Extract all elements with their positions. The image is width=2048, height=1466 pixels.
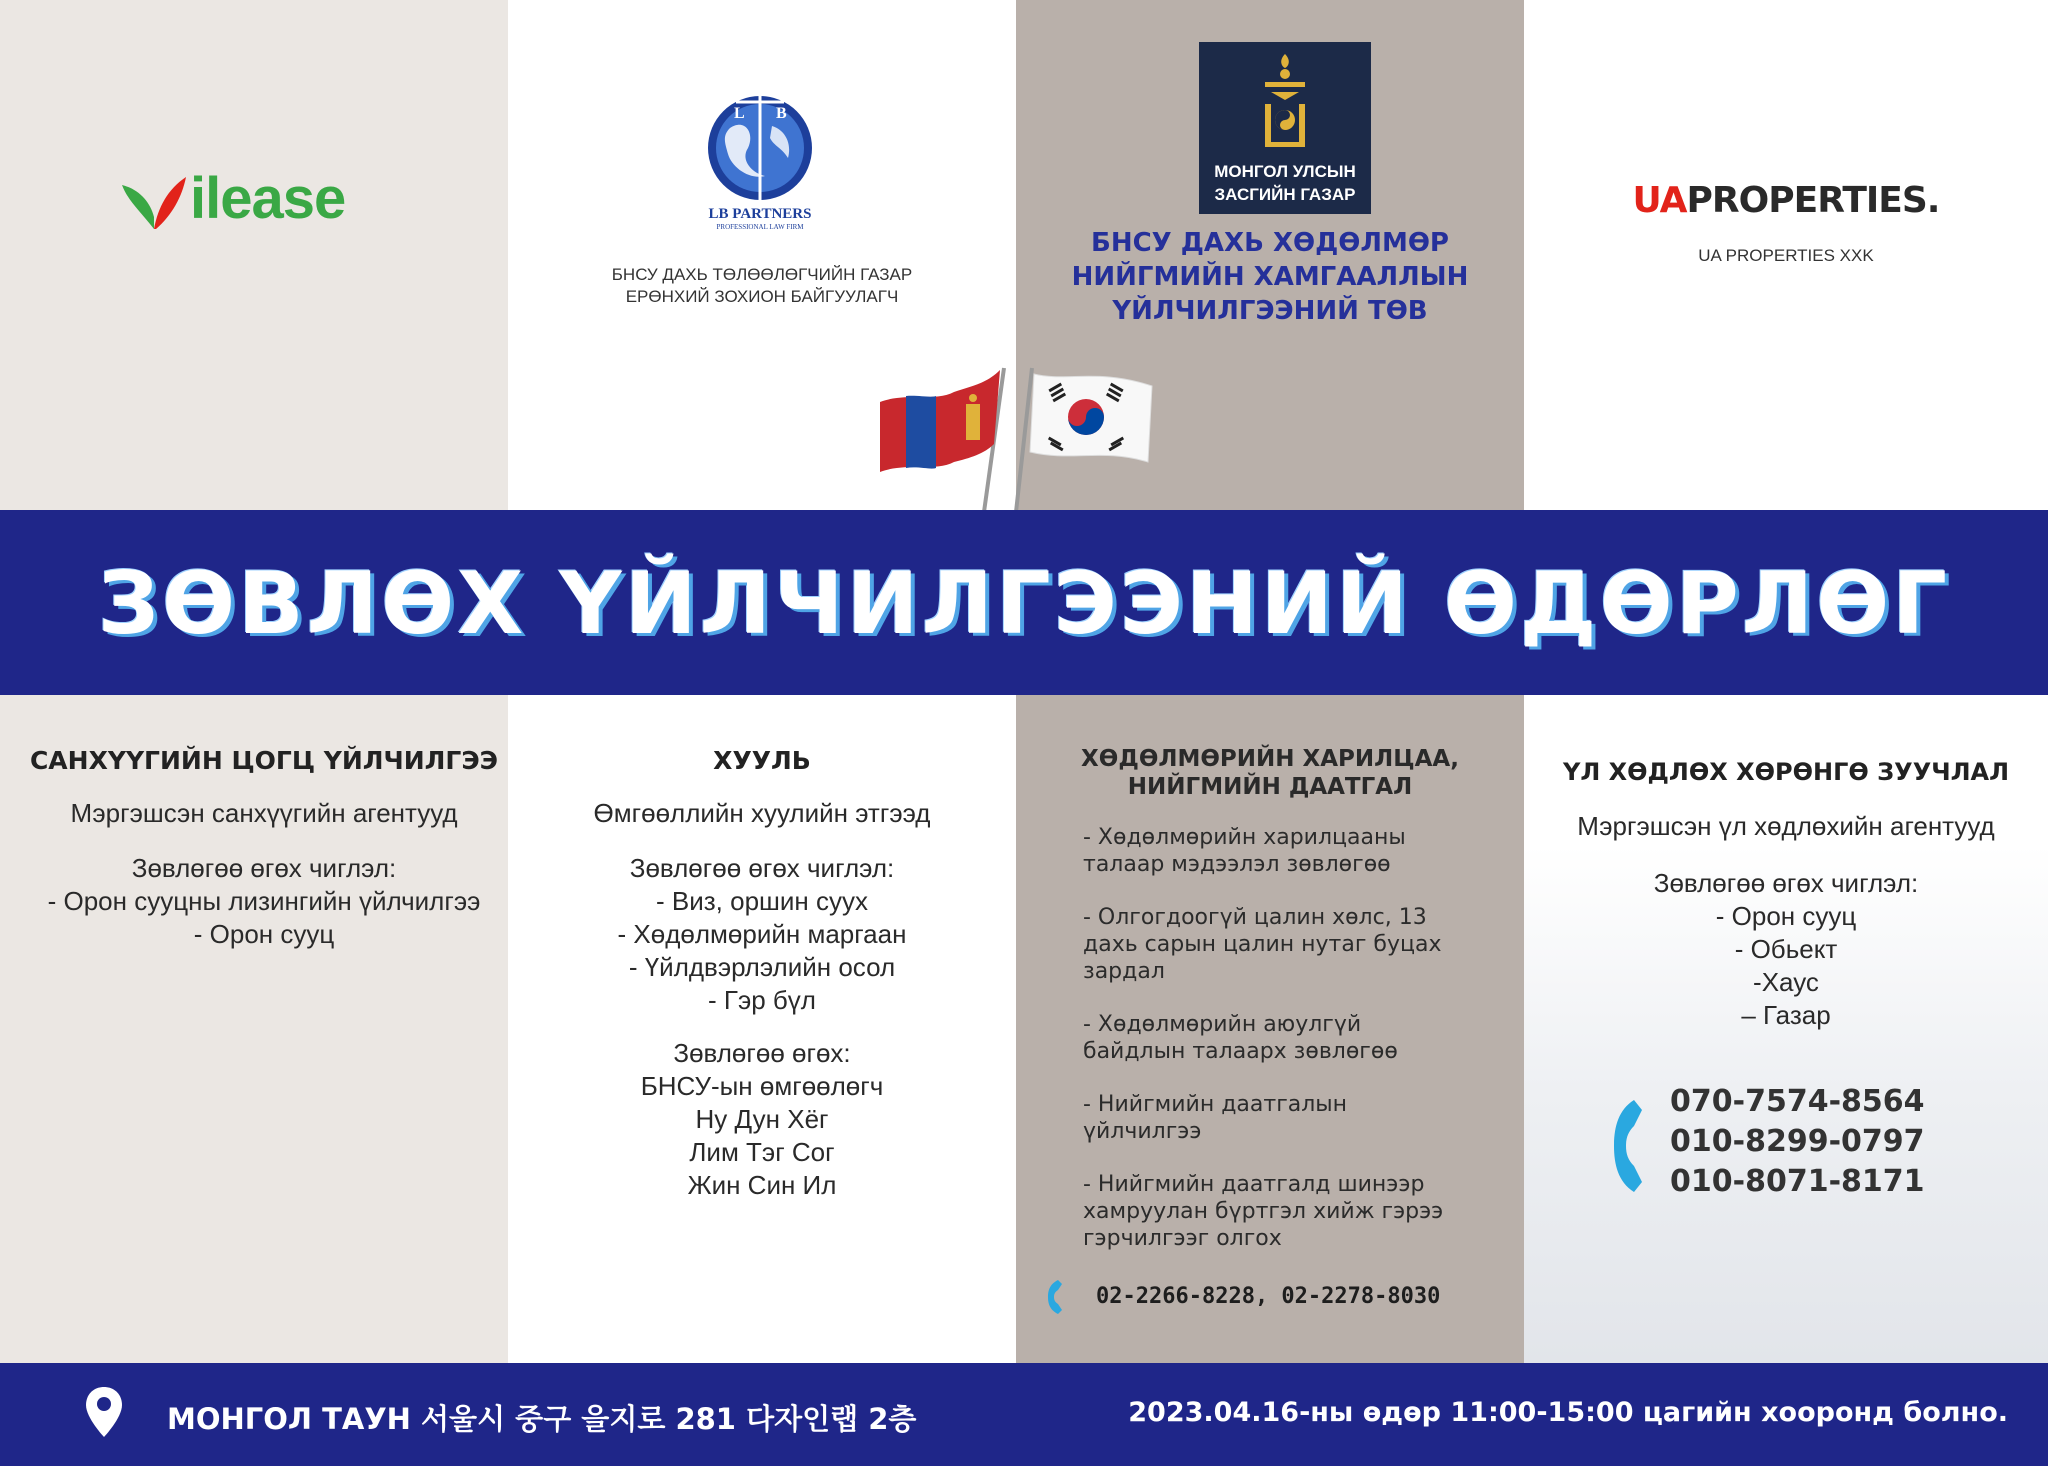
- korea-flag-icon: [1030, 374, 1152, 462]
- lb-caption-line-1: БНСУ ДАХЬ ТӨЛӨӨЛӨГЧИЙН ГАЗАР: [611, 265, 913, 284]
- list-item-line: хамруулан бүртгэл хийж гэрээ: [1083, 1199, 1444, 1224]
- ua-mark: UA: [1632, 180, 1687, 221]
- realestate-heading: ҮЛ ХӨДЛӨХ ХӨРӨНГӨ ЗУУЧЛАЛ: [1562, 758, 2010, 786]
- labor-phone-row: [1046, 1278, 1516, 1318]
- list-item: Лим Тэг Сог: [689, 1137, 835, 1167]
- realestate-areas: [1524, 900, 2048, 1032]
- labor-phone: 02-2266-8228, 02-2278-8030: [1096, 1284, 1441, 1309]
- list-item: [1083, 1171, 1503, 1252]
- phone-icon: [1610, 1096, 1644, 1196]
- list-item: Жин Син Ил: [687, 1170, 837, 1200]
- gov-badge-line-2: ЗАСГИЙН ГАЗАР: [1214, 185, 1356, 204]
- list-item: - Обьект: [1734, 934, 1838, 964]
- footer-bar: [0, 1363, 2048, 1466]
- gov-badge: [1199, 42, 1371, 214]
- center-title-line-1: БНСУ ДАХЬ ХӨДӨЛМӨР: [1091, 228, 1449, 258]
- list-item-line: - Нийгмийн даатгалын: [1083, 1092, 1348, 1117]
- list-item-line: зардал: [1083, 959, 1165, 984]
- list-item: -Хаус: [1753, 967, 1819, 997]
- finance-areas: [0, 885, 528, 951]
- list-item-line: - Нийгмийн даатгалд шинээр: [1083, 1172, 1425, 1197]
- mongolia-flag-icon: [880, 370, 1000, 472]
- list-item: - Орон сууц: [193, 919, 335, 949]
- list-item-line: гэрчилгээг олгох: [1083, 1226, 1282, 1251]
- list-item: [1083, 904, 1503, 985]
- ua-properties-text: PROPERTIES.: [1686, 180, 1940, 221]
- finance-section: [0, 746, 528, 951]
- phone-list: [1670, 1082, 1925, 1202]
- list-item: - Үйлдвэрлэлийн осол: [628, 952, 896, 982]
- lb-partners-sub: PROFESSIONAL LAW FIRM: [716, 223, 804, 231]
- list-item: - Виз, оршин суух: [656, 886, 868, 916]
- ilease-logo: [120, 165, 390, 235]
- list-item-line: үйлчилгээ: [1083, 1119, 1202, 1144]
- footer-address: МОНГОЛ ТАУН 서울시 중구 을지로 281 다자인랩 2층: [167, 1402, 917, 1436]
- ua-caption: UA PROPERTIES XXK: [1698, 246, 1874, 265]
- law-areas: [508, 885, 1016, 1017]
- list-item-line: талаар мэдээлэл зөвлөгөө: [1083, 852, 1391, 877]
- title-banner: [0, 510, 2048, 695]
- list-item: – Газар: [1741, 1000, 1831, 1030]
- law-areas-label: Зөвлөгөө өгөх чиглэл:: [629, 853, 895, 883]
- footer-datetime: 2023.04.16-ны өдөр 11:00-15:00 цагийн хооронд болно.: [1128, 1397, 2008, 1428]
- list-item-line: байдлын талаарх зөвлөгөө: [1083, 1039, 1398, 1064]
- realestate-subtitle: Мэргэшсэн үл хөдлөхийн агентууд: [1577, 811, 1995, 841]
- labor-list: [1083, 824, 1503, 1252]
- law-heading: ХУУЛЬ: [713, 746, 811, 775]
- gov-badge-text: [1199, 160, 1371, 206]
- list-item: [1083, 1091, 1503, 1145]
- list-item: - Орон сууцны лизингийн үйлчилгээ: [47, 886, 481, 916]
- center-title: [1016, 226, 1524, 328]
- leaf-icon: [120, 171, 190, 231]
- phone-number: 070-7574-8564: [1670, 1084, 1925, 1119]
- center-title-line-3: ҮЙЛЧИЛГЭЭНИЙ ТӨВ: [1112, 296, 1428, 326]
- realestate-section: [1524, 758, 2048, 1032]
- soyombo-icon: [1255, 52, 1315, 152]
- globe-emblem-icon: [690, 88, 830, 208]
- realestate-phones: [1610, 1082, 2030, 1202]
- svg-text:L: L: [734, 105, 745, 122]
- labor-heading: [1016, 745, 1524, 801]
- labor-heading-line-2: НИЙГМИЙН ДААТГАЛ: [1127, 774, 1413, 800]
- list-item: - Орон сууц: [1715, 901, 1857, 931]
- ua-properties-logo: [1524, 180, 2048, 221]
- crossed-flags: [876, 362, 1156, 512]
- svg-text:B: B: [776, 105, 787, 122]
- location-pin-icon: [84, 1385, 124, 1439]
- law-subtitle: Өмгөөллийн хуулийн этгээд: [593, 798, 931, 828]
- list-item: - Гэр бүл: [708, 985, 816, 1015]
- phone-icon: [1046, 1278, 1064, 1316]
- list-item: Ну Дун Хёг: [695, 1104, 829, 1134]
- phone-number: 010-8071-8171: [1670, 1164, 1925, 1199]
- list-item: [1083, 1011, 1503, 1065]
- law-advisors-label: Зөвлөгөө өгөх:: [673, 1038, 851, 1068]
- list-item-line: - Олгогдоогүй цалин хөлс, 13: [1083, 905, 1427, 930]
- labor-heading-line-1: ХӨДӨЛМӨРИЙН ХАРИЛЦАА,: [1081, 746, 1459, 772]
- list-item: [1083, 824, 1503, 878]
- phone-number: 010-8299-0797: [1670, 1124, 1925, 1159]
- list-item: - Хөдөлмөрийн маргаан: [617, 919, 907, 949]
- finance-areas-label: Зөвлөгөө өгөх чиглэл:: [131, 853, 397, 883]
- ilease-wordmark: ilease: [190, 166, 346, 231]
- list-item-line: - Хөдөлмөрийн аюулгүй: [1083, 1012, 1362, 1037]
- lb-partners-name: LB PARTNERS: [708, 206, 812, 222]
- list-item: БНСУ-ын өмгөөлөгч: [640, 1071, 884, 1101]
- center-title-line-2: НИЙГМИЙН ХАМГААЛЛЫН: [1071, 262, 1469, 292]
- list-item-line: дахь сарын цалин нутаг буцах: [1083, 932, 1442, 957]
- banner-title: ЗӨВЛӨХ ҮЙЛЧИЛГЭЭНИЙ ӨДӨРЛӨГ: [97, 554, 1951, 654]
- law-section: [508, 746, 1016, 1202]
- lb-caption-line-2: ЕРӨНХИЙ ЗОХИОН БАЙГУУЛАГЧ: [625, 287, 899, 306]
- gov-badge-line-1: МОНГОЛ УЛСЫН: [1214, 162, 1356, 181]
- law-advisors: [508, 1070, 1016, 1202]
- lb-caption: [540, 264, 984, 308]
- lb-partners-logo: [690, 88, 830, 238]
- list-item-line: - Хөдөлмөрийн харилцааны: [1083, 825, 1406, 850]
- finance-heading: САНХҮҮГИЙН ЦОГЦ ҮЙЛЧИЛГЭЭ: [29, 746, 499, 775]
- finance-subtitle: Мэргэшсэн санхүүгийн агентууд: [70, 798, 458, 828]
- realestate-areas-label: Зөвлөгөө өгөх чиглэл:: [1653, 868, 1919, 898]
